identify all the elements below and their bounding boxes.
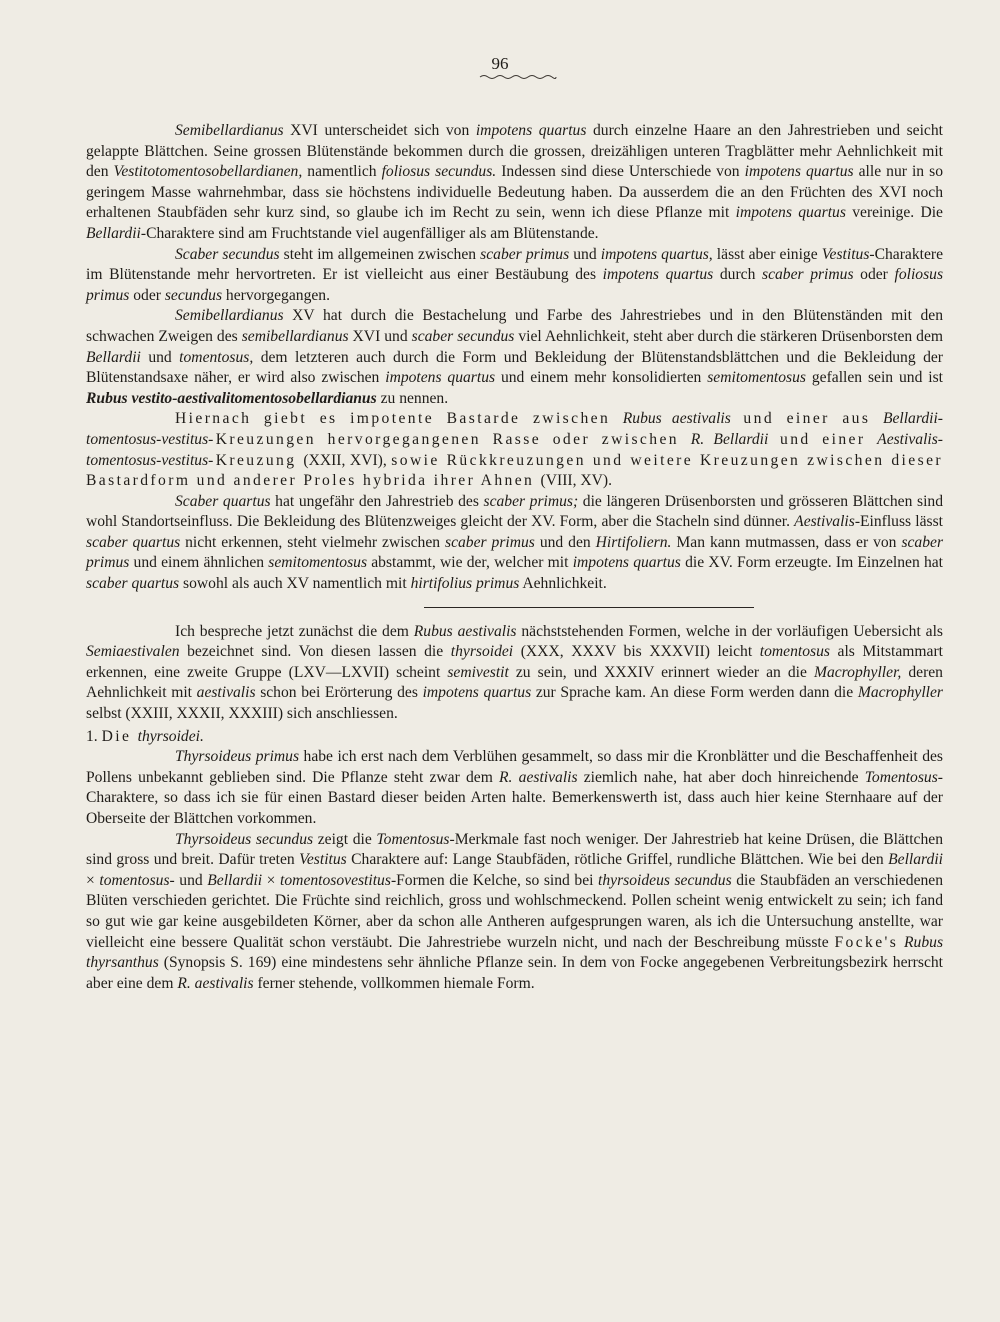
text-run: (Synopsis S. 169) eine mindestens sehr ähnliche Pflanze sein. In dem von Focke angegebenen Verbreitungsbezirk herrscht aber eine dem bbox=[86, 954, 943, 992]
text-run: Semiaestivalen bbox=[86, 643, 180, 661]
text-run: die längeren Drüsenborsten und grösseren Blättchen sind wohl Standortseinfluss. Die Bekleidung des Blütenzweiges gleicht der XV. Form, aber die Stacheln sind dünner. bbox=[86, 492, 943, 531]
text-run: Bellardii-tomentosus-vestitus bbox=[86, 410, 943, 448]
text-run: und den bbox=[534, 533, 596, 551]
text-run: foliosus primus bbox=[86, 266, 944, 304]
text-run: Semibellardianus bbox=[175, 307, 284, 325]
text-run: dem letzteren auch durch die Form und Bekleidung der Blütenstandsblättchen und die Bekleidung der Blütenstandsaxe näher, er wird also zwischen bbox=[86, 348, 943, 387]
text-run: 1. bbox=[86, 727, 102, 745]
text-run: zu nennen. bbox=[376, 389, 449, 407]
text-run: tomentosus bbox=[759, 643, 830, 661]
text-run: semitomentosus bbox=[707, 369, 806, 387]
text-run: namentlich bbox=[302, 163, 382, 181]
text-run: durch einzelne Haare an den Jahrestrieben und seicht gelappte Blättchen. Seine grossen Blütenstände bekommen durch die grossen, dreizähligen unteren Tragblätter mehr Aehnlichkeit mit den bbox=[86, 122, 943, 181]
text-run: foliosus secundus. bbox=[381, 163, 497, 181]
text-run: × bbox=[86, 871, 100, 889]
text-run: nächststehenden Formen, welche in der vorläufigen Uebersicht als bbox=[516, 622, 943, 640]
text-run: XVI unterscheidet sich von bbox=[283, 122, 476, 139]
text-run: schon bei Erörterung des bbox=[255, 684, 423, 702]
text-run: abstammt, wie der, welcher mit bbox=[367, 554, 573, 572]
text-run: semibellardianus bbox=[241, 327, 349, 345]
text-run: sowie Rückkreuzungen und weitere Kreuzungen zwischen dieser Bastardform und anderer Proles hybrida ihrer Ahnen bbox=[86, 451, 943, 490]
text-run: und bbox=[140, 348, 180, 366]
text-run: hervorgegangen. bbox=[222, 286, 330, 304]
paragraph bbox=[86, 121, 943, 245]
paragraph bbox=[86, 492, 943, 595]
text-run: secundus bbox=[164, 286, 223, 304]
text-run: impotens quartus bbox=[744, 163, 854, 181]
text-run: und einem mehr konsolidierten bbox=[495, 369, 708, 387]
text-run: -Charaktere im Blütenstande mehr hervortreten. Er ist vielleicht aus einer Bestäubung des bbox=[86, 245, 943, 284]
text-run: thyrsoidei. bbox=[137, 727, 204, 745]
text-run: Aehnlichkeit. bbox=[519, 575, 607, 593]
text-run: Bellardii bbox=[888, 851, 943, 869]
text-run: zu sein, und XXXIV erinnert wieder an die bbox=[508, 663, 814, 681]
text-run: viel Aehnlichkeit, steht aber durch die stärkeren Drüsenborsten dem bbox=[514, 327, 943, 345]
text-run: habe ich erst nach dem Verblühen gesammelt, so dass mir die Kronblätter und die Beschaffenheit des Pollens unbekannt geblieben sind. Die Pflanze steht zwar dem bbox=[86, 748, 943, 786]
text-run: Indessen sind diese Unterschiede von bbox=[496, 163, 745, 181]
text-run: Scaber quartus bbox=[175, 492, 271, 510]
text-run: Rubus aestivalis bbox=[413, 622, 517, 640]
text-run: scaber primus bbox=[480, 245, 570, 263]
paragraph bbox=[86, 245, 943, 307]
text-run: impotens quartus bbox=[602, 266, 714, 284]
text-run: die Staubfäden an verschiedenen Blüten verschieden gerichtet. Die Früchte sind reichlich, gross und wohlschmeckend. Pollen scheint wenig entwickelt zu sein; ich fand so gut wie gar keine ausgebildeten Körner, aber da schon alle Antheren aufgesprungen waren, als ich die Untersuchung anstellte, war vielleicht eine bessere Qualität schon verstäubt. Die Jahrestriebe wurzeln nicht, und nach der Beschreibung müsste bbox=[86, 871, 944, 951]
text-run: bezeichnet sind. Von diesen lassen die bbox=[179, 643, 451, 661]
text-run: selbst (XXIII, XXXII, XXXIII) sich anschliessen. bbox=[86, 705, 398, 723]
text-run: alle nur in so geringem Masse wahrnehmbar, dass sie höchstens individuelle Bedeutung haben. Da ausserdem die an den Früchten des XVI noch erhaltenen Staubfäden sehr kurz sind, so glaube ich im Recht zu sein, wenn ich diese Pflanze mit bbox=[86, 163, 943, 222]
text-run: und bbox=[569, 245, 601, 263]
text-run: × bbox=[262, 871, 281, 889]
text-run: als Mitstammart erkennen, eine zweite Gruppe (LXV—LXVII) scheint bbox=[86, 643, 943, 681]
text-run: R. aestivalis bbox=[499, 768, 578, 786]
text-run: -Merkmale fast noch weniger. Der Jahrestrieb hat keine Drüsen, die Blättchen sind gross und breit. Dafür treten bbox=[86, 830, 943, 869]
text-run: semivestit bbox=[447, 663, 509, 681]
text-run: lässt aber einige bbox=[712, 245, 822, 263]
text-run: impotens quartus, bbox=[600, 245, 713, 263]
text-run: impotens quartus bbox=[572, 554, 681, 572]
paragraph bbox=[86, 409, 943, 491]
text-run: tomentosus- bbox=[99, 871, 175, 889]
text-run: Man kann mutmassen, dass er von bbox=[671, 533, 902, 551]
text-run: Focke's bbox=[834, 933, 899, 951]
text-run: Aestivalis bbox=[794, 513, 855, 531]
text-run: Thyrsoideus secundus bbox=[175, 830, 314, 848]
text-run: impotens quartus bbox=[475, 122, 587, 139]
text-run: thyrsoideus secundus bbox=[598, 871, 732, 889]
text-run: -Kreuzungen hervorgegangenen Rasse oder zwischen bbox=[208, 430, 691, 448]
text-run: steht im allgemeinen zwischen bbox=[279, 245, 481, 263]
text-run: scaber primus; bbox=[483, 492, 579, 510]
text-run: Hiernach giebt es impotente Bastarde zwischen bbox=[175, 410, 623, 428]
text-run: gefallen sein und ist bbox=[806, 369, 943, 387]
text-run: Tomentosus bbox=[864, 768, 938, 786]
text-run: Ich bespreche jetzt zunächst die dem bbox=[175, 622, 414, 640]
text-run: Bellardii bbox=[86, 224, 141, 242]
text-run: durch bbox=[713, 266, 762, 284]
text-run: Rubus vestito-aestivalitomentosobellardianus bbox=[86, 389, 377, 407]
text-run: scaber secundus bbox=[411, 327, 515, 345]
text-run: -Charaktere, so dass ich sie für einen Bastard dieser beiden Arten halte. Bemerkenswerth ist, dass auch hier keine Sternhaare auf der Oberseite der Blättchen vorkommen. bbox=[86, 768, 943, 827]
text-run: XVI und bbox=[348, 327, 412, 345]
text-run: Hirtifoliern. bbox=[595, 533, 672, 551]
text-run: hirtifolius primus bbox=[410, 575, 520, 593]
text-run: scaber quartus bbox=[86, 575, 180, 593]
text-run: und bbox=[174, 871, 208, 889]
text-run: impotens quartus bbox=[735, 204, 846, 222]
text-run: deren Aehnlichkeit mit bbox=[86, 663, 943, 702]
text-run: Vestitotomentosobellardianen, bbox=[113, 163, 303, 181]
text-run: (VIII, XV). bbox=[540, 472, 612, 490]
paragraph bbox=[86, 747, 943, 829]
text-run: -Charaktere sind am Fruchtstande viel augenfälliger als am Blütenstande. bbox=[140, 224, 599, 242]
page-number: 96 bbox=[491, 54, 509, 73]
text-run: R. Bellardii bbox=[690, 430, 769, 448]
text-run: zeigt die bbox=[313, 830, 377, 848]
text-run: Thyrsoideus primus bbox=[175, 748, 300, 766]
text-run: Charaktere auf: Lange Staubfäden, rötliche Griffel, rundliche Blättchen. Wie bei den bbox=[346, 851, 889, 869]
text-run: Scaber secundus bbox=[175, 245, 280, 263]
paragraph bbox=[86, 622, 943, 725]
text-run: Tomentosus bbox=[376, 830, 450, 848]
text-run: semitomentosus bbox=[268, 554, 368, 572]
text-run: ziemlich nahe, hat aber doch hinreichende bbox=[577, 768, 865, 786]
text-run: sowohl als auch XV namentlich mit bbox=[179, 575, 411, 593]
text-run: Vestitus bbox=[299, 851, 347, 869]
text-run: Bellardii bbox=[207, 871, 263, 889]
text-run: (XXX, XXXV bis XXXVII) leicht bbox=[513, 643, 760, 661]
text-run: Macrophyller, bbox=[813, 663, 902, 681]
text-run: scaber primus bbox=[86, 533, 944, 572]
text-run: oder bbox=[853, 266, 895, 284]
text-run: R. aestivalis bbox=[177, 974, 254, 992]
text-run: oder bbox=[129, 286, 165, 304]
text-run: -Formen die Kelche, so sind bei bbox=[390, 871, 599, 889]
text-run: nicht erkennen, steht vielmehr zwischen bbox=[180, 533, 446, 551]
text-run: scaber primus bbox=[445, 533, 535, 551]
text-run: Rubus thyrsanthus bbox=[86, 933, 944, 972]
text-run: und einer bbox=[768, 430, 878, 448]
text-run: Semibellardianus bbox=[175, 122, 284, 139]
paragraph bbox=[86, 306, 943, 409]
text-run: tomentosus, bbox=[179, 348, 254, 366]
text-run: vereinige. Die bbox=[845, 204, 943, 222]
text-run: thyrsoidei bbox=[450, 643, 514, 661]
text-run: Macrophyller bbox=[857, 684, 943, 702]
text-run: XV hat durch die Bestachelung und Farbe des Jahrestriebes und in den Blütenständen mit den schwachen Zweigen des bbox=[86, 307, 943, 345]
text-run: Die bbox=[101, 727, 138, 745]
text-run: Bellardii bbox=[86, 348, 141, 366]
text-run: -Einfluss lässt bbox=[854, 513, 943, 531]
section-heading bbox=[86, 727, 943, 748]
text-run: -Kreuzung bbox=[208, 451, 304, 469]
section-divider bbox=[424, 607, 754, 608]
text-run: Rubus aestivalis bbox=[622, 410, 731, 428]
text-run: die XV. Form erzeugte. Im Einzelnen hat bbox=[680, 554, 944, 572]
page-number-ornament bbox=[478, 73, 558, 81]
text-run: (XXII, XVI), bbox=[303, 451, 392, 469]
paragraph bbox=[86, 830, 943, 995]
text-run: zur Sprache kam. An diese Form werden dann die bbox=[531, 684, 858, 702]
text-run: scaber primus bbox=[762, 266, 854, 284]
text-run: Aestivalis-tomentosus-vestitus bbox=[86, 430, 943, 469]
body-text bbox=[86, 121, 943, 994]
text-run: impotens quartus bbox=[422, 684, 532, 702]
text-run: ferner stehende, vollkommen hiemale Form. bbox=[253, 974, 535, 992]
text-run: Vestitus bbox=[821, 245, 870, 263]
text-run: tomentosovestitus bbox=[280, 871, 391, 889]
text-run: hat ungefähr den Jahrestrieb des bbox=[270, 492, 484, 510]
text-run: und einer aus bbox=[730, 410, 883, 428]
text-run: scaber quartus bbox=[86, 533, 181, 551]
text-run: impotens quartus bbox=[385, 369, 496, 387]
text-run: und einem ähnlichen bbox=[129, 554, 269, 572]
text-run: aestivalis bbox=[196, 684, 256, 702]
